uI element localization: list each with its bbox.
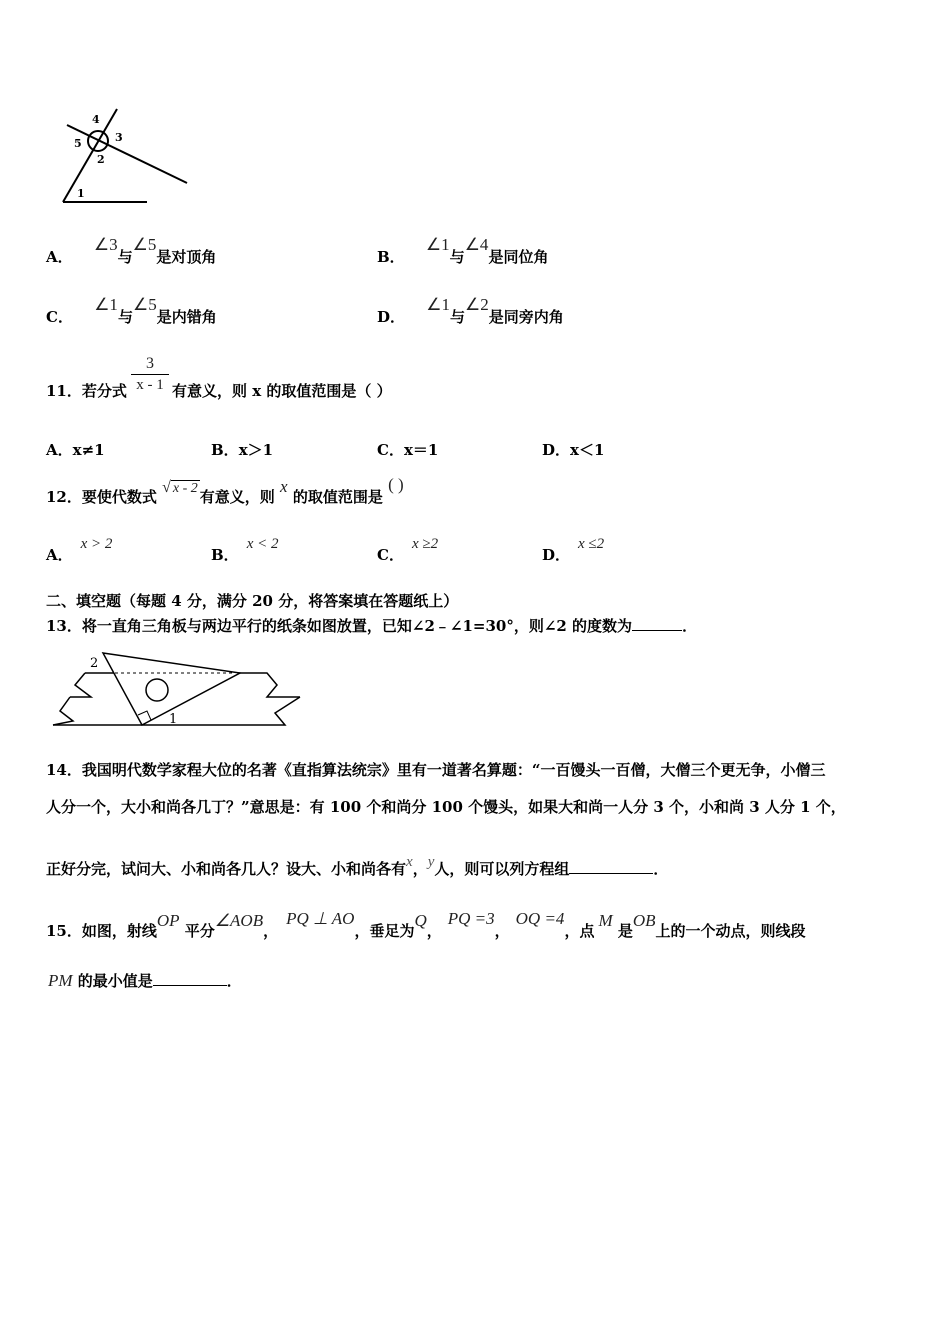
angle-symbol: ∠2: [465, 295, 489, 314]
angle-label-3: 3: [115, 131, 123, 144]
fraction-numerator: 3: [131, 354, 169, 375]
answer-blank: [153, 971, 227, 986]
q14-line-3: 正好分完，试问大、小和尚各几人？设大、小和尚各有x，y人，则可以列方程组 ．: [46, 854, 669, 878]
strip-left-edge-bottom: [53, 697, 73, 725]
q11-fraction: [131, 354, 169, 395]
angle-symbol: ∠1: [94, 295, 118, 314]
sqrt-expression: [162, 478, 200, 497]
math-m: M: [598, 911, 613, 930]
q10-option-c: C． ∠1与∠5是内错角: [46, 295, 217, 326]
q10-option-b: B． ∠1与∠4是同位角: [377, 235, 549, 266]
fraction-denominator: x - 1: [136, 377, 164, 393]
q11-option-d: D．x＜1: [542, 441, 605, 459]
q12-option-d: D．x ≤2: [542, 536, 605, 564]
q11-stem-prefix: 11．若分式: [46, 382, 127, 400]
q11-option-c: C．x＝1: [377, 441, 439, 459]
variable-x: x: [280, 477, 288, 496]
q10-option-a: A． ∠3与∠5是对顶角: [46, 235, 217, 266]
answer-blank: [632, 616, 682, 631]
variable-y: y: [427, 854, 435, 870]
q11-stem-suffix: 有意义，则 x 的取值范围是（ ）: [172, 382, 392, 400]
math-oq: OQ =4: [515, 909, 565, 928]
math-pm: PM: [48, 971, 73, 990]
q14-line-1: 14．我国明代数学家程大位的名著《直指算法统宗》里有一道著名算题：“一百馒头一百僧，大僧三个更无争，小僧三: [46, 761, 826, 779]
angle-label-2: 2: [97, 153, 105, 166]
strip-left-edge-top: [70, 673, 91, 697]
radicand: x - 2: [172, 481, 198, 496]
angle-symbol: ∠5: [132, 295, 157, 314]
q13-stem: 13．将一直角三角板与两边平行的纸条如图放置，已知∠2﹣∠1=30°，则∠2 的度数为 ．: [46, 617, 698, 635]
variable-x: x: [406, 854, 413, 870]
q12-option-c: C．x ≥2: [377, 536, 439, 564]
q12-option-a: A．x > 2: [46, 536, 113, 564]
transversal-line: [67, 125, 187, 183]
answer-paren: ( ): [388, 475, 404, 494]
math-pq: PQ =3: [447, 909, 495, 928]
angle-symbol: ∠5: [132, 235, 157, 254]
angle-symbol: ∠4: [464, 235, 489, 254]
math-op: OP: [156, 911, 180, 930]
math-angle-aob: ∠AOB: [214, 911, 264, 930]
angle-label-1: 1: [169, 712, 178, 727]
angle-label-5: 5: [74, 137, 82, 150]
math-q: Q: [414, 911, 427, 930]
angle-label-4: 4: [92, 113, 100, 126]
section-heading: 二、填空题（每题 4 分，满分 20 分，将答案填在答题纸上）: [46, 592, 459, 610]
q12-stem: 12．要使代数式 √ x - 2 有意义，则 x 的取值范围是 ( ): [46, 475, 404, 506]
q12-option-b: B．x < 2: [211, 536, 279, 564]
angle-symbol: ∠1: [425, 235, 450, 254]
angle-symbol: ∠1: [426, 295, 450, 314]
radical-sign: √: [162, 479, 171, 496]
angle-label-1: 1: [77, 187, 85, 200]
q15-line-1: 15．如图，射线OP 平分∠AOB，PQ ⊥ AO，垂足为Q，PQ =3，OQ =4，点M 是OB上的一个动点，则线段: [46, 909, 806, 940]
math-perp: PQ ⊥ AO: [286, 909, 355, 928]
q15-line-2: PM 的最小值是 ．: [48, 971, 242, 990]
q11-option-b: B．x＞1: [211, 441, 274, 459]
q14-line-2: 人分一个，大小和尚各几丁？”意思是：有 100 个和尚分 100 个馒头，如果大和尚一人分 3 个，小和尚 3 人分 1 个，: [46, 798, 846, 816]
angle-label-2: 2: [90, 656, 99, 671]
figure-triangle-strip: [45, 645, 305, 735]
slant-line: [63, 109, 117, 202]
q10-option-d: D． ∠1与∠2是同旁内角: [377, 295, 564, 326]
answer-blank: [569, 859, 653, 874]
q11-option-a: A．x≠1: [46, 441, 105, 459]
figure-angles: [55, 105, 195, 210]
angle-symbol: ∠3: [93, 235, 118, 254]
math-ob: OB: [632, 911, 656, 930]
